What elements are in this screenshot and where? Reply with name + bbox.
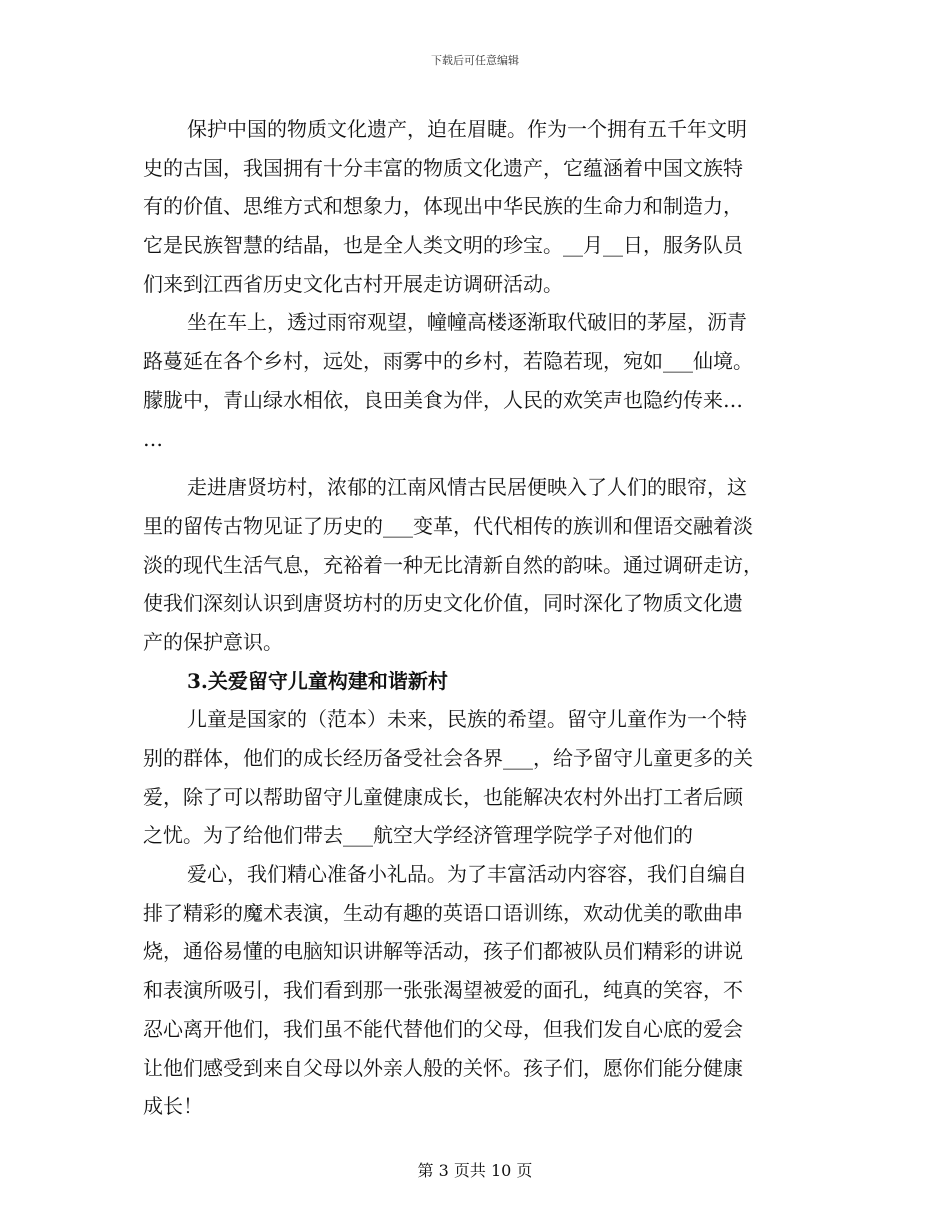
text-line: 走进唐贤坊村，浓郁的江南风情古民居便映入了人们的眼帘，这 <box>187 475 747 500</box>
text-line: 使我们深刻认识到唐贤坊村的历史文化价值，同时深化了物质文化遗 <box>143 591 743 616</box>
text-line: 别的群体，他们的成长经历备受社会各界___，给予留守儿童更多的关 <box>143 746 753 770</box>
text-line: 烧，通俗易懂的电脑知识讲解等活动，孩子们都被队员们精彩的讲说 <box>143 939 743 964</box>
paragraph-village-visit <box>143 468 808 661</box>
text-line: 儿童是国家的（范本）未来，民族的希望。留守儿童作为一个特 <box>187 707 747 732</box>
paragraph-bus-ride <box>143 303 808 458</box>
text-line: 朦胧中，青山绿水相依，良田美食为伴，人民的欢笑声也隐约传来… <box>143 387 743 412</box>
paragraph-gap <box>143 458 808 468</box>
section-heading: 3.关爱留守儿童构建和谐新村 <box>187 668 448 693</box>
text-line: 里的留传古物见证了历史的___变革，代代相传的族训和俚语交融着淡 <box>143 513 753 538</box>
document-body <box>143 110 808 1126</box>
text-line: 们来到江西省历史文化古村开展走访调研活动。 <box>143 271 563 296</box>
paragraph-activities <box>143 855 808 1126</box>
text-line: 之忧。为了给他们带去___航空大学经济管理学院学子对他们的 <box>143 823 693 848</box>
text-line: 史的古国，我国拥有十分丰富的物质文化遗产，它蕴涵着中国文族特 <box>143 155 743 180</box>
page-footer: 第 3 页共 10 页 <box>417 1161 533 1180</box>
text-line: 产的保护意识。 <box>143 629 283 654</box>
text-line: 和表演所吸引，我们看到那一张张渴望被爱的面孔，纯真的笑容，不 <box>143 978 743 1003</box>
paragraph-heritage-intro <box>143 110 808 303</box>
text-line: 淡的现代生活气息，充裕着一种无比清新自然的韵味。通过调研走访， <box>143 552 763 577</box>
text-line: 它是民族智慧的结晶，也是全人类文明的珍宝。__月__日，服务队员 <box>143 233 743 258</box>
text-line: 排了精彩的魔术表演，生动有趣的英语口语训练，欢动优美的歌曲串 <box>143 900 743 925</box>
page-header: 下载后可任意编辑 <box>431 54 519 67</box>
text-line: 有的价值、思维方式和想象力，体现出中华民族的生命力和制造力， <box>143 194 743 219</box>
text-line: 爱，除了可以帮助留守儿童健康成长，也能解决农村外出打工者后顾 <box>143 784 743 809</box>
text-line: 让他们感受到来自父母以外亲人般的关怀。孩子们，愿你们能分健康 <box>143 1055 743 1080</box>
text-line: 爱心，我们精心准备小礼品。为了丰富活动内容容，我们自编自 <box>187 862 747 887</box>
text-line: 成长！ <box>143 1094 203 1119</box>
text-line: 路蔓延在各个乡村，远处，雨雾中的乡村，若隐若现，宛如___仙境。 <box>143 349 753 374</box>
text-line: 坐在车上，透过雨帘观望，幢幢高楼逐渐取代破旧的茅屋，沥青 <box>187 310 747 335</box>
text-line: 忍心离开他们，我们虽不能代替他们的父母，但我们发自心底的爱会 <box>143 1016 743 1041</box>
paragraph-left-behind-children <box>143 700 808 855</box>
text-line: … <box>143 426 163 451</box>
text-line: 保护中国的物质文化遗产，迫在眉睫。作为一个拥有五千年文明 <box>187 117 747 141</box>
